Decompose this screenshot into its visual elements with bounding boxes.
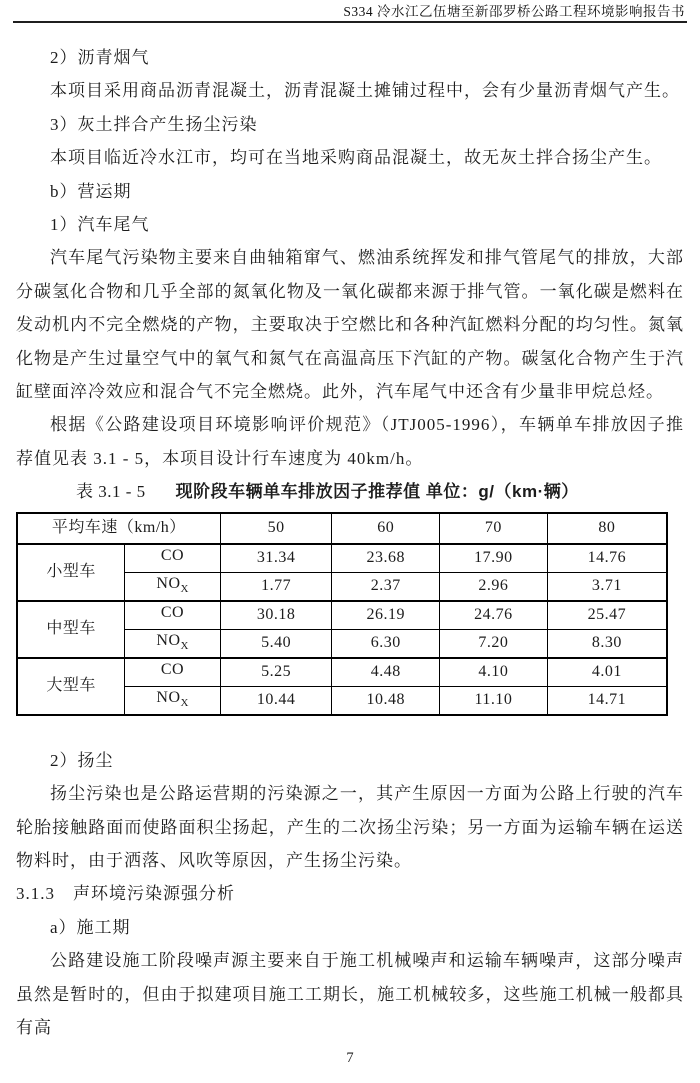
pollutant-cell: CO	[125, 544, 221, 573]
value-cell: 10.48	[332, 686, 440, 715]
heading-lime-soil-dust: 3）灰土拌合产生扬尘污染	[50, 114, 258, 134]
heading-road-dust: 2）扬尘	[50, 750, 114, 770]
table-row	[17, 658, 667, 687]
value-cell: 11.10	[440, 686, 548, 715]
table-caption-number: 表 3.1 - 5	[76, 482, 146, 502]
value-cell: 4.01	[547, 658, 667, 687]
value-cell: 14.76	[547, 544, 667, 573]
value-cell: 5.25	[220, 658, 332, 687]
value-cell: 6.30	[332, 629, 440, 658]
paragraph-vehicle-exhaust: 汽车尾气污染物主要来自曲轴箱窜气、燃油系统挥发和排气管尾气的排放，大部分碳氢化合物和几乎全部的氮氧化物及一氧化碳都来源于排气管。一氧化碳是燃料在发动机内不完全燃烧的产物，主要取决于空燃比和各种汽缸燃料分配的均匀性。氮氧化物是产生过量空气中的氧气和氮气在高温高压下汽缸的产物。碳氢化合物产生于汽缸壁面淬冷效应和混合气不完全燃烧。此外，汽车尾气中还含有少量非甲烷总烃。	[16, 248, 684, 402]
value-cell: 7.20	[440, 629, 548, 658]
table-row	[17, 601, 667, 630]
vehicle-type-cell: 中型车	[17, 601, 125, 658]
paragraph-construction-noise: 公路建设施工阶段噪声源主要来自于施工机械噪声和运输车辆噪声，这部分噪声虽然是暂时的，但由于拟建项目施工工期长，施工机械较多，这些施工机械一般都具有高	[16, 951, 684, 1037]
running-header: S334 冷水江乙伍塘至新邵罗桥公路工程环境影响报告书	[343, 4, 685, 19]
value-cell: 10.44	[220, 686, 332, 715]
vehicle-type-cell: 小型车	[17, 544, 125, 601]
paragraph-road-dust: 扬尘污染也是公路运营期的污染源之一，其产生原因一方面为公路上行驶的汽车轮胎接触路面而使路面积尘扬起，产生的二次扬尘污染；另一方面为运输车辆在运送物料时，由于洒落、风吹等原因，产生扬尘污染。	[16, 784, 684, 870]
paragraph-lime-soil-dust: 本项目临近冷水江市，均可在当地采购商品混凝土，故无灰土拌合扬尘产生。	[50, 148, 662, 168]
value-cell: 2.96	[440, 572, 548, 601]
speed-60-cell: 60	[332, 513, 440, 544]
emission-factor-table	[16, 512, 668, 716]
pollutant-cell: $NO_X$	[125, 629, 221, 658]
table-header-row	[17, 513, 667, 544]
value-cell: 2.37	[332, 572, 440, 601]
pollutant-cell: $NO_X$	[125, 686, 221, 715]
heading-construction-period: a）施工期	[50, 917, 131, 937]
value-cell: 8.30	[547, 629, 667, 658]
heading-asphalt-fume: 2）沥青烟气	[50, 48, 150, 67]
heading-noise-section: 3.1.3 声环境污染源强分析	[16, 884, 235, 904]
value-cell: 30.18	[220, 601, 332, 630]
value-cell: 3.71	[547, 572, 667, 601]
value-cell: 4.48	[332, 658, 440, 687]
table-caption-title: 现阶段车辆单车排放因子推荐值 单位：g/（km·辆）	[175, 482, 579, 502]
speed-70-cell: 70	[440, 513, 548, 544]
value-cell: 31.34	[220, 544, 332, 573]
page-content	[16, 41, 684, 1044]
value-cell: 24.76	[440, 601, 548, 630]
value-cell: 5.40	[220, 629, 332, 658]
value-cell: 25.47	[547, 601, 667, 630]
speed-50-cell: 50	[220, 513, 332, 544]
page-number: 7	[346, 1050, 354, 1066]
paragraph-emission-standard: 根据《公路建设项目环境影响评价规范》（JTJ005-1996），车辆单车排放因子推荐值见表 3.1 - 5，本项目设计行车速度为 40km/h。	[16, 415, 684, 468]
header-divider	[13, 21, 687, 23]
speed-80-cell: 80	[547, 513, 667, 544]
paragraph-asphalt-fume: 本项目采用商品沥青混凝土，沥青混凝土摊铺过程中，会有少量沥青烟气产生。	[50, 81, 680, 101]
table-row	[17, 544, 667, 573]
heading-vehicle-exhaust: 1）汽车尾气	[50, 215, 150, 235]
value-cell: 1.77	[220, 572, 332, 601]
value-cell: 4.10	[440, 658, 548, 687]
value-cell: 14.71	[547, 686, 667, 715]
heading-operation-period: b）营运期	[50, 181, 132, 201]
speed-header-cell: 平均车速（km/h）	[17, 513, 220, 544]
pollutant-cell: CO	[125, 601, 221, 630]
pollutant-cell: CO	[125, 658, 221, 687]
value-cell: 23.68	[332, 544, 440, 573]
value-cell: 17.90	[440, 544, 548, 573]
pollutant-cell: $NO_X$	[125, 572, 221, 601]
table-caption	[76, 475, 684, 508]
vehicle-type-cell: 大型车	[17, 658, 125, 715]
value-cell: 26.19	[332, 601, 440, 630]
